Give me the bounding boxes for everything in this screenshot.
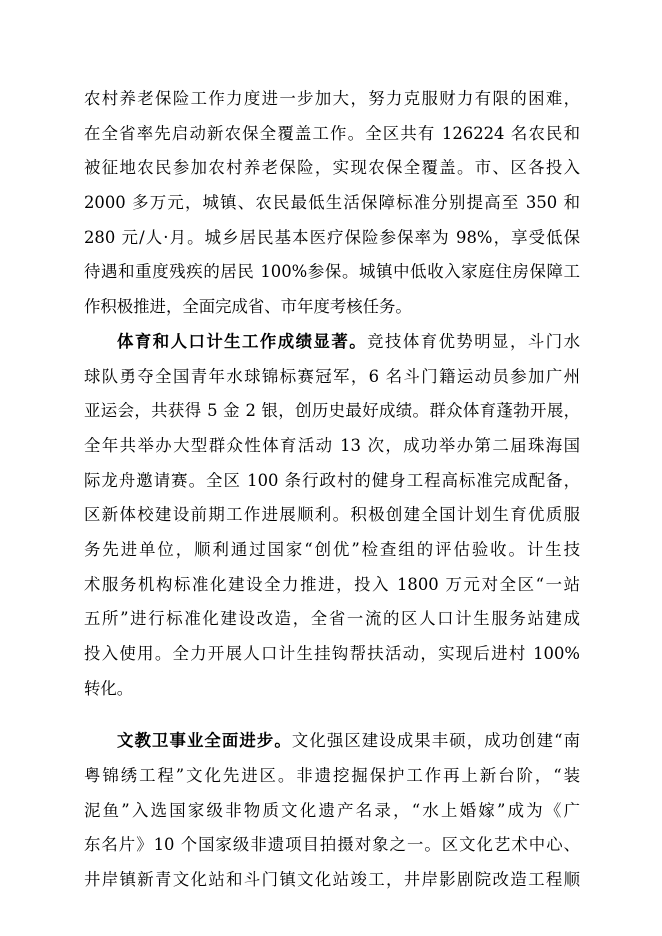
text-line: 区新体校建设前期工作进展顺利。积极创建全国计划生育优质服 — [84, 505, 580, 525]
paragraph-heading: 文教卫事业全面进步。 — [117, 731, 292, 751]
text-line: 粤锦绣工程”文化先进区。非遗挖掘保护工作再上新台阶，“装 — [84, 766, 580, 786]
paragraph-gap — [84, 706, 580, 724]
text-line: 转化。 — [84, 678, 134, 698]
text-line: 亚运会，共获得 5 金 2 银，创历史最好成绩。群众体育蓬勃开展， — [84, 401, 580, 421]
text-line: 东名片》10 个国家级非遗项目拍摄对象之一。区文化艺术中心、 — [84, 835, 580, 855]
text-line: 被征地农民参加农村养老保险，实现农保全覆盖。市、区各投入 — [84, 158, 580, 178]
text-line: 际龙舟邀请赛。全区 100 条行政村的健身工程高标准完成配备， — [84, 470, 580, 490]
text-run: 竞技体育优势明显，斗门水 — [367, 331, 581, 351]
paragraph-sports-population — [84, 325, 580, 707]
text-line: 务先进单位，顺利通过国家“创优”检查组的评估验收。计生技 — [84, 539, 580, 559]
text-line: 农村养老保险工作力度进一步加大，努力克服财力有限的困难， — [84, 89, 580, 108]
text-line — [84, 724, 580, 759]
text-line: 在全省率先启动新农保全覆盖工作。全区共有 126224 名农民和 — [84, 123, 580, 143]
paragraph-social-security — [84, 82, 580, 325]
text-line: 泥鱼”入选国家级非物质文化遗产名录，“水上婚嫁”成为《广 — [84, 800, 580, 820]
text-line: 术服务机构标准化建设全力推进，投入 1800 万元对全区“一站 — [84, 574, 580, 594]
document-page — [84, 82, 580, 898]
text-line — [84, 325, 580, 360]
text-line: 待遇和重度残疾的居民 100%参保。城镇中低收入家庭住房保障工 — [84, 262, 580, 282]
text-line: 2000 多万元，城镇、农民最低生活保障标准分别提高至 350 和 — [84, 193, 580, 213]
text-run: 文化强区建设成果丰硕，成功创建“南 — [291, 731, 580, 751]
text-line: 全年共举办大型群众性体育活动 13 次，成功举办第二届珠海国 — [84, 435, 580, 455]
paragraph-heading: 体育和人口计生工作成绩显著。 — [117, 331, 368, 351]
paragraph-culture-education-health — [84, 724, 580, 897]
text-line: 球队勇夺全国青年水球锦标赛冠军，6 名斗门籍运动员参加广州 — [84, 366, 580, 386]
text-line: 井岸镇新青文化站和斗门镇文化站竣工，井岸影剧院改造工程顺 — [84, 870, 580, 890]
text-line: 五所”进行标准化建设改造，全省一流的区人口计生服务站建成 — [84, 609, 580, 629]
text-line: 280 元/人·月。城乡居民基本医疗保险参保率为 98%，享受低保 — [84, 227, 580, 247]
text-line: 投入使用。全力开展人口计生挂钩帮扶活动，实现后进村 100% — [84, 644, 580, 663]
text-line: 作积极推进，全面完成省、市年度考核任务。 — [84, 297, 412, 317]
